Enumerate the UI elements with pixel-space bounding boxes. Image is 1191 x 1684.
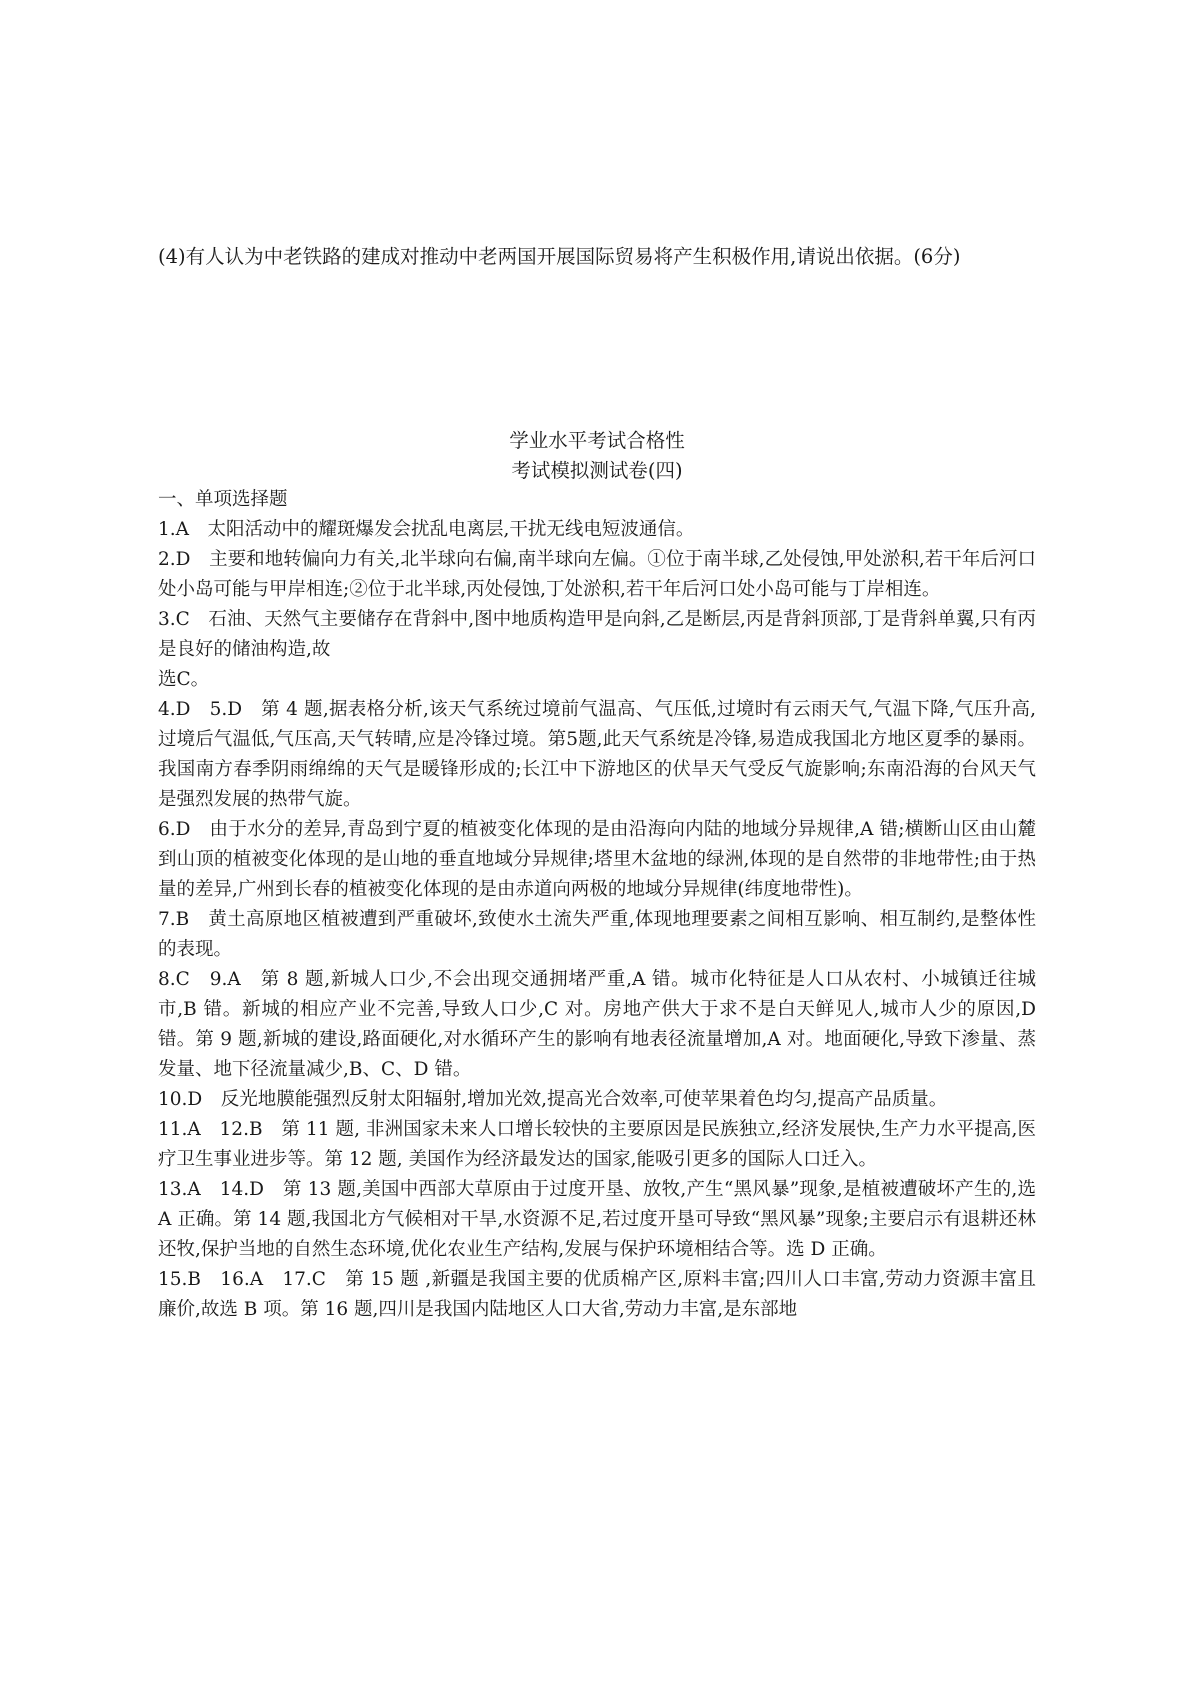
answer-item: 10.D 反光地膜能强烈反射太阳辐射,增加光效,提高光合效率,可使苹果着色均匀,提高产品质量。 (158, 1089, 948, 1110)
title-line-1: 学业水平考试合格性 (509, 429, 685, 452)
section-heading: 一、单项选择题 (158, 489, 288, 510)
answer-item: 15.B 16.A 17.C 第 15 题 ,新疆是我国主要的优质棉产区,原料丰富;四川人口丰富,劳动力资源丰富且廉价,故选 B 项。第 16 题,四川是我国内陆地区人口大省,劳动力丰富,是东部地 (158, 1269, 1036, 1320)
answer-item: 6.D 由于水分的差异,青岛到宁夏的植被变化体现的是由沿海向内陆的地域分异规律,A 错;横断山区由山麓到山顶的植被变化体现的是山地的垂直地域分异规律;塔里木盆地的绿洲,体现的是自然带的非地带性;由于热量的差异,广州到长春的植被变化体现的是由赤道向两极的地域分异规律(纬度地带性)。 (158, 819, 1036, 900)
answer-list (158, 485, 1036, 1325)
answer-item: 2.D 主要和地转偏向力有关,北半球向右偏,南半球向左偏。①位于南半球,乙处侵蚀,甲处淤积,若干年后河口处小岛可能与甲岸相连;②位于北半球,丙处侵蚀,丁处淤积,若干年后河口处小岛可能与丁岸相连。 (158, 549, 1036, 600)
answer-item: 3.C 石油、天然气主要储存在背斜中,图中地质构造甲是向斜,乙是断层,丙是背斜顶部,丁是背斜单翼,只有丙是良好的储油构造,故 (158, 609, 1036, 660)
answer-item: 1.A 太阳活动中的耀斑爆发会扰乱电离层,干扰无线电短波通信。 (158, 519, 695, 540)
question-text: (4)有人认为中老铁路的建成对推动中老两国开展国际贸易将产生积极作用,请说出依据。(6分) (158, 245, 961, 268)
answer-key-header (158, 426, 1036, 486)
title-line-2: 考试模拟测试卷(四) (511, 459, 683, 482)
answer-item: 7.B 黄土高原地区植被遭到严重破坏,致使水土流失严重,体现地理要素之间相互影响、相互制约,是整体性的表现。 (158, 909, 1036, 960)
answer-item: 4.D 5.D 第 4 题,据表格分析,该天气系统过境前气温高、气压低,过境时有云雨天气,气温下降,气压升高,过境后气温低,气压高,天气转晴,应是冷锋过境。第5题,此天气系统是冷锋,易造成我国北方地区夏季的暴雨。我国南方春季阴雨绵绵的天气是暖锋形成的;长江中下游地区的伏旱天气受反气旋影响;东南沿海的台风天气是强烈发展的热带气旋。 (158, 699, 1036, 810)
answer-item: 11.A 12.B 第 11 题, 非洲国家未来人口增长较快的主要原因是民族独立,经济发展快,生产力水平提高,医疗卫生事业进步等。第 12 题, 美国作为经济最发达的国家,能吸引更多的国际人口迁入。 (158, 1119, 1036, 1170)
answer-item: 选C。 (158, 669, 210, 690)
answer-item: 8.C 9.A 第 8 题,新城人口少,不会出现交通拥堵严重,A 错。城市化特征是人口从农村、小城镇迁往城市,B 错。新城的相应产业不完善,导致人口少,C 对。房地产供大于求不是白天鲜见人,城市人少的原因,D 错。第 9 题,新城的建设,路面硬化,对水循环产生的影响有地表径流量增加,A 对。地面硬化,导致下渗量、蒸发量、地下径流量减少,B、C、D 错。 (158, 969, 1036, 1080)
answer-item: 13.A 14.D 第 13 题,美国中西部大草原由于过度开垦、放牧,产生“黑风暴”现象,是植被遭破坏产生的,选 A 正确。第 14 题,我国北方气候相对干旱,水资源不足,若过度开垦可导致“黑风暴”现象;主要启示有退耕还林还牧,保护当地的自然生态环境,优化农业生产结构,发展与保护环境相结合等。选 D 正确。 (158, 1179, 1036, 1260)
